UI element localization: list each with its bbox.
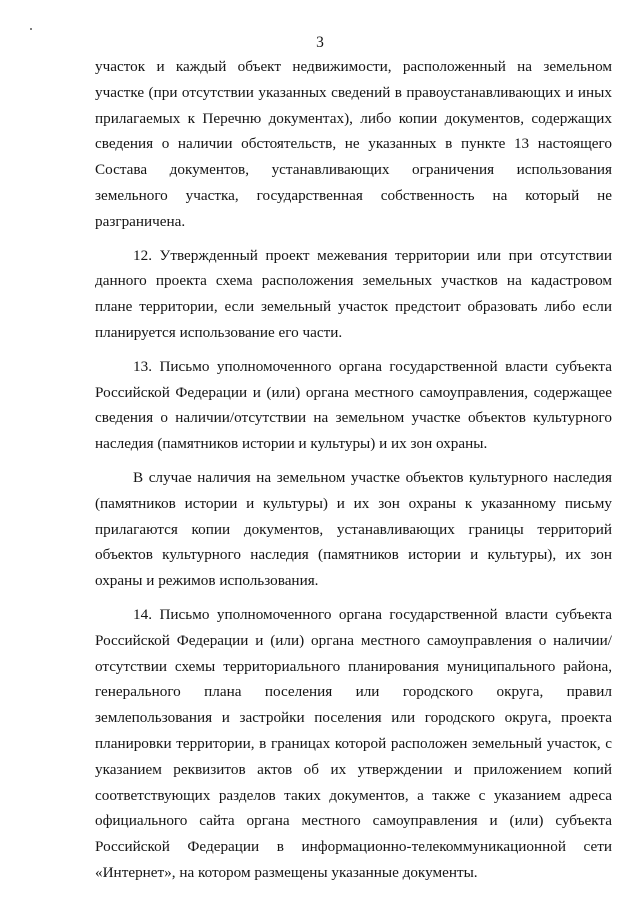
page-number: 3 — [316, 34, 324, 51]
paragraph-item-13: 13. Письмо уполномоченного органа государственной власти субъекта Российской Федерации и (или) органа местного самоуправления, содержащее сведения о наличии/отсутствии на земельном участке объектов культурного наследия (памятников истории и культуры) и их зон охраны. — [95, 357, 612, 453]
scan-speck — [30, 28, 32, 30]
document-body — [95, 54, 612, 894]
paragraph-item-12: 12. Утвержденный проект межевания территории или при отсутствии данного проекта схема расположения земельных участков на кадастровом плане территории, если земельный участок предстоит образовать либо если планируется использование его части. — [95, 246, 612, 341]
paragraph-item-14: 14. Письмо уполномоченного органа государственной власти субъекта Российской Федерации и (или) органа местного самоуправления о наличии/отсутствии схемы территориального планирования муниципального района, генерального плана поселения или городского округа, правил землепользования и застройки поселения или городского округа, проекта планировки территории, в границах которой расположен земельный участок, с указанием реквизитов актов об их утверждении и приложением копий соответствующих разделов таких документов, а также с указанием адреса официального сайта органа местного самоуправления и (или) субъекта Российской Федерации в информационно-телекоммуникационной сети «Интернет», на котором размещены указанные документы. — [95, 605, 612, 881]
paragraph-cultural-heritage-note: В случае наличия на земельном участке объектов культурного наследия (памятников истории и культуры) и их зон охраны к указанному письму прилагаются копии документов, устанавливающих границы территорий объектов культурного наследия (памятников истории и культуры), их зон охраны и режимов использования. — [95, 468, 612, 590]
paragraph-continuation: участок и каждый объект недвижимости, расположенный на земельном участке (при отсутствии указанных сведений в правоустанавливающих и иных прилагаемых к Перечню документах), либо копии документов, содержащих сведения о наличии обстоятельств, не указанных в пункте 13 настоящего Состава документов, устанавливающих ограничения использования земельного участка, государственная собственность на который не разграничена. — [95, 58, 612, 230]
